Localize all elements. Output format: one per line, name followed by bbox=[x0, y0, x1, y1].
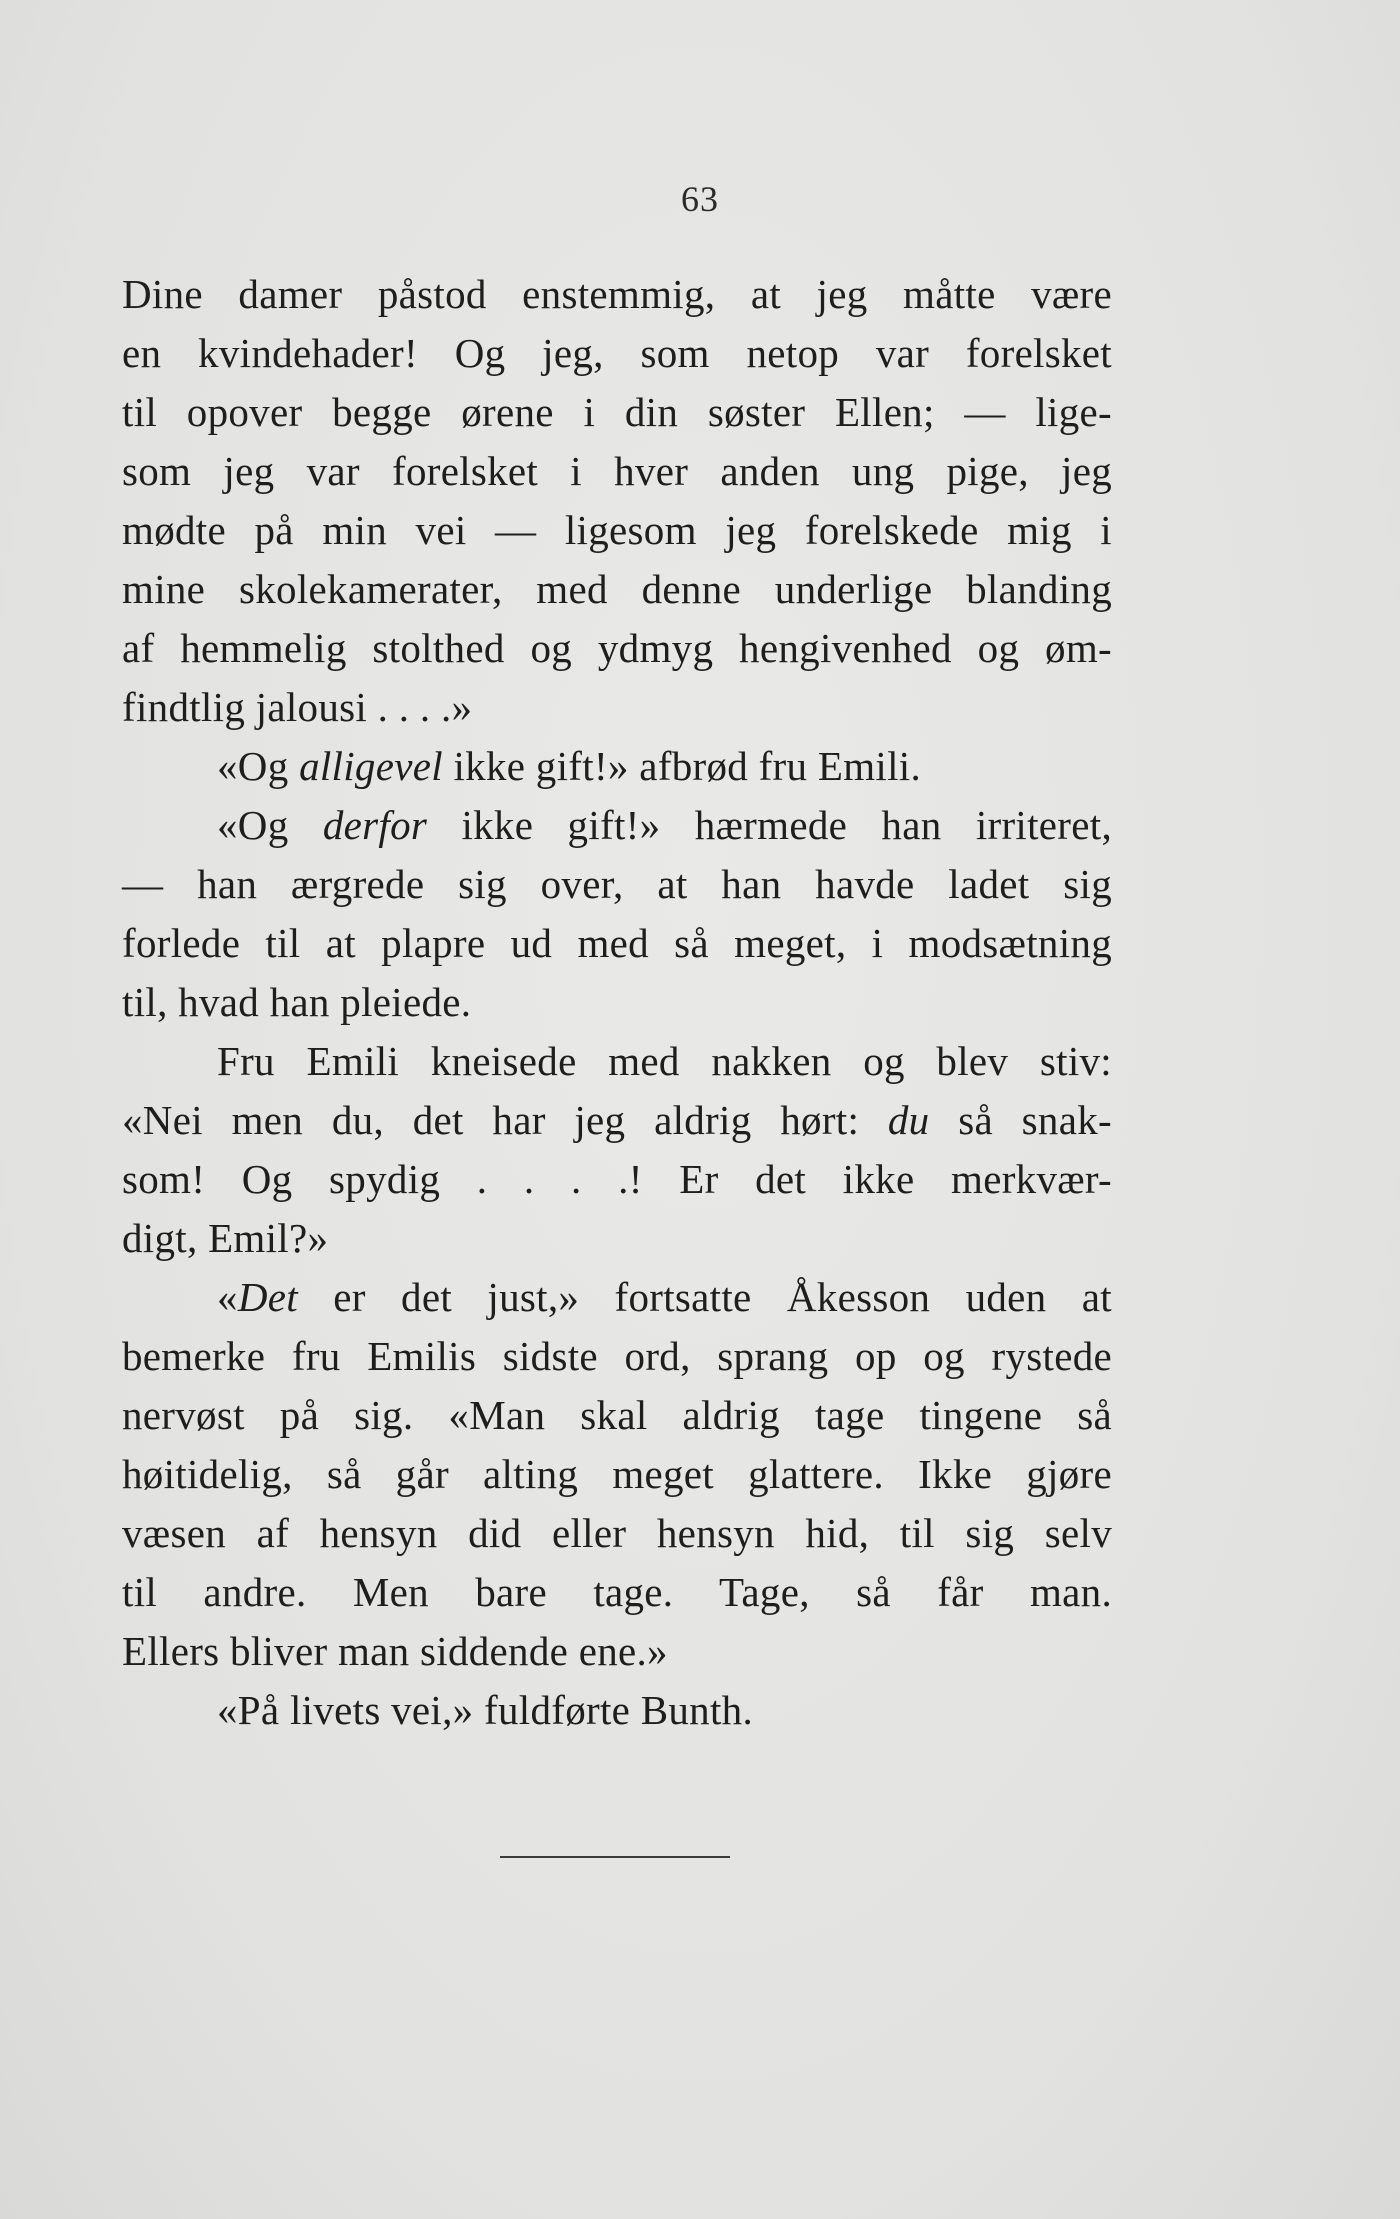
text-segment: «Og bbox=[217, 743, 300, 789]
text-segment: «Nei men du, det har jeg aldrig hørt: bbox=[122, 1097, 888, 1143]
text-line bbox=[122, 1386, 1112, 1445]
text-line bbox=[122, 1091, 1112, 1150]
text-line bbox=[122, 973, 1112, 1032]
text-line bbox=[122, 501, 1112, 560]
text-line bbox=[122, 1681, 1112, 1740]
text-segment: ikke gift!» hærmede han irriteret, bbox=[427, 802, 1112, 848]
text-segment: til opover begge ørene i din søster Ellen; — lige- bbox=[122, 389, 1112, 435]
italic-text: Det bbox=[237, 1274, 298, 1320]
section-end-rule bbox=[500, 1856, 730, 1858]
text-segment: digt, Emil?» bbox=[122, 1215, 329, 1261]
text-segment: Dine damer påstod enstemmig, at jeg måtte være bbox=[122, 271, 1112, 317]
text-line bbox=[122, 1327, 1112, 1386]
text-segment: høitidelig, så går alting meget glattere. Ikke gjøre bbox=[122, 1451, 1112, 1497]
text-line bbox=[122, 1445, 1112, 1504]
text-segment: forlede til at plapre ud med så meget, i modsætning bbox=[122, 920, 1112, 966]
text-segment: Fru Emili kneisede med nakken og blev stiv: bbox=[217, 1038, 1112, 1084]
text-segment: en kvindehader! Og jeg, som netop var forelsket bbox=[122, 330, 1112, 376]
text-segment: «På livets vei,» fuldførte Bunth. bbox=[217, 1687, 753, 1733]
italic-text: alligevel bbox=[299, 743, 443, 789]
italic-text: derfor bbox=[322, 802, 428, 848]
text-line bbox=[122, 560, 1112, 619]
text-segment: mine skolekamerater, med denne underlige blanding bbox=[122, 566, 1112, 612]
text-segment: som! Og spydig . . . .! Er det ikke merkvær- bbox=[122, 1156, 1112, 1202]
text-segment: Ellers bliver man siddende ene.» bbox=[122, 1628, 668, 1674]
text-line bbox=[122, 1150, 1112, 1209]
text-segment: — han ærgrede sig over, at han havde ladet sig bbox=[122, 861, 1112, 907]
body-text bbox=[122, 265, 1112, 1740]
text-line bbox=[122, 1563, 1112, 1622]
text-segment: bemerke fru Emilis sidste ord, sprang op og rystede bbox=[122, 1333, 1112, 1379]
text-segment: væsen af hensyn did eller hensyn hid, til sig selv bbox=[122, 1510, 1112, 1556]
text-line bbox=[122, 1622, 1112, 1681]
italic-text: du bbox=[887, 1097, 930, 1143]
text-line bbox=[122, 324, 1112, 383]
text-line bbox=[122, 855, 1112, 914]
text-segment: til, hvad han pleiede. bbox=[122, 979, 472, 1025]
text-line bbox=[122, 737, 1112, 796]
text-line bbox=[122, 265, 1112, 324]
text-line bbox=[122, 1032, 1112, 1091]
text-line bbox=[122, 1504, 1112, 1563]
text-line bbox=[122, 1268, 1112, 1327]
text-segment: af hemmelig stolthed og ydmyg hengivenhed og øm- bbox=[122, 625, 1112, 671]
text-line bbox=[122, 914, 1112, 973]
text-segment: er det just,» fortsatte Åkesson uden at bbox=[297, 1274, 1112, 1320]
text-line bbox=[122, 383, 1112, 442]
text-segment: findtlig jalousi . . . .» bbox=[122, 684, 473, 730]
text-segment: « bbox=[217, 1274, 238, 1320]
text-segment: mødte på min vei — ligesom jeg forelskede mig i bbox=[122, 507, 1112, 553]
text-line bbox=[122, 619, 1112, 678]
text-segment: til andre. Men bare tage. Tage, så får man. bbox=[122, 1569, 1112, 1615]
text-line bbox=[122, 678, 1112, 737]
page-number: 63 bbox=[681, 179, 719, 219]
text-segment: som jeg var forelsket i hver anden ung pige, jeg bbox=[122, 448, 1112, 494]
text-line bbox=[122, 1209, 1112, 1268]
text-segment: nervøst på sig. «Man skal aldrig tage tingene så bbox=[122, 1392, 1112, 1438]
text-segment: «Og bbox=[217, 802, 323, 848]
text-line bbox=[122, 796, 1112, 855]
text-segment: så snak- bbox=[929, 1097, 1112, 1143]
text-segment: ikke gift!» afbrød fru Emili. bbox=[442, 743, 922, 789]
text-line bbox=[122, 442, 1112, 501]
